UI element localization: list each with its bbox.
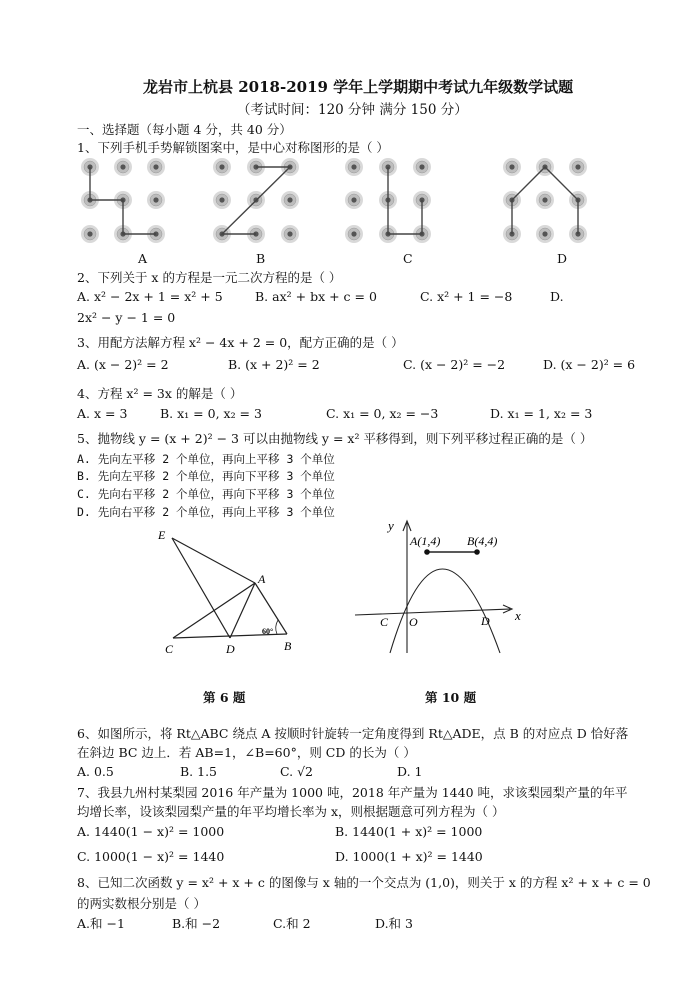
q7-option-c: C. 1000(1 − x)² = 1440: [77, 849, 225, 864]
question-3: 3、用配方法解方程 x² − 4x + 2 = 0，配方正确的是（ ）: [77, 335, 404, 350]
question-1: 1、下列手机手势解锁图案中，是中心对称图形的是（ ）: [77, 140, 389, 155]
question-4: 4、方程 x² = 3x 的解是（ ）: [77, 386, 243, 401]
point-a-label: A(1,4): [410, 534, 441, 548]
angle-label: 60°: [262, 627, 274, 636]
point-c: C: [165, 642, 174, 656]
q6-option-c: C. √2: [280, 764, 313, 779]
pattern-a: [81, 158, 165, 243]
q4-option-b: B. x₁ = 0, x₂ = 3: [160, 406, 262, 421]
q6-option-a: A. 0.5: [77, 764, 114, 779]
question-7-line-2: 均增长率，设该梨园梨产量的年平均增长率为 x，则根据题意可列方程为（ ）: [77, 804, 505, 819]
q5-option-c: C. 先向右平移 2 个单位，再向下平移 3 个单位: [77, 487, 335, 501]
q4-option-c: C. x₁ = 0, x₂ = −3: [326, 406, 439, 421]
pattern-label-b: B: [256, 251, 266, 266]
q8-option-a: A.和 −1: [77, 916, 125, 931]
figure-6-triangle: [150, 525, 310, 660]
point-e: E: [158, 528, 166, 542]
section-heading: 一、选择题（每小题 4 分，共 40 分）: [77, 122, 292, 137]
question-5: 5、抛物线 y = (x + 2)² − 3 可以由抛物线 y = x² 平移得到，则下列平移过程正确的是（ ）: [77, 431, 593, 446]
exam-info: （考试时间：120 分钟 满分 150 分）: [237, 102, 468, 118]
question-8-line-1: 8、已知二次函数 y = x² + x + c 的图像与 x 轴的一个交点为 (1,0)，则关于 x 的方程 x² + x + c = 0: [77, 875, 651, 890]
q7-option-d: D. 1000(1 + x)² = 1440: [335, 849, 483, 864]
q2-option-a: A. x² − 2x + 1 = x² + 5: [77, 289, 223, 304]
q3-option-c: C. (x − 2)² = −2: [403, 357, 506, 372]
question-6-line-2: 在斜边 BC 边上．若 AB=1，∠B=60°，则 CD 的长为（ ）: [77, 745, 416, 760]
pattern-label-c: C: [403, 251, 413, 266]
point-b: B: [284, 639, 292, 653]
question-7-line-1: 7、我县九州村某梨园 2016 年产量为 1000 吨，2018 年产量为 1440 吨，求该梨园梨产量的年平: [77, 785, 628, 800]
q4-option-a: A. x = 3: [77, 406, 128, 421]
pattern-b: [213, 158, 299, 243]
point-d-label: D: [481, 614, 490, 628]
unlock-patterns-figure: [70, 150, 630, 265]
q3-option-d: D. (x − 2)² = 6: [543, 357, 636, 372]
question-2: 2、下列关于 x 的方程是一元二次方程的是（ ）: [77, 270, 342, 285]
q8-option-c: C.和 2: [273, 916, 311, 931]
q8-option-d: D.和 3: [375, 916, 413, 931]
q2-option-d-label: D.: [550, 289, 564, 304]
q3-option-a: A. (x − 2)² = 2: [77, 357, 169, 372]
q7-option-b: B. 1440(1 + x)² = 1000: [335, 824, 483, 839]
figure-10-caption: 第 10 题: [425, 690, 477, 705]
q5-option-b: B. 先向左平移 2 个单位，再向下平移 3 个单位: [77, 469, 335, 483]
figure-10-parabola: [350, 515, 530, 665]
pattern-label-a: A: [138, 251, 148, 266]
point-a: A: [258, 572, 266, 586]
q6-option-d: D. 1: [397, 764, 423, 779]
page-title: 龙岩市上杭县 2018-2019 学年上学期期中考试九年级数学试题: [143, 78, 574, 96]
x-axis-label: x: [515, 608, 521, 623]
q5-option-a: A. 先向左平移 2 个单位，再向上平移 3 个单位: [77, 452, 335, 466]
y-axis-label: y: [388, 518, 394, 533]
question-8-line-2: 的两实数根分别是（ ）: [77, 896, 206, 911]
q7-option-a: A. 1440(1 − x)² = 1000: [77, 824, 225, 839]
q2-option-b: B. ax² + bx + c = 0: [255, 289, 377, 304]
pattern-d: [503, 158, 587, 243]
pattern-label-d: D: [557, 251, 568, 266]
point-d: D: [226, 642, 235, 656]
q3-option-b: B. (x + 2)² = 2: [228, 357, 320, 372]
q4-option-d: D. x₁ = 1, x₂ = 3: [490, 406, 593, 421]
q6-option-b: B. 1.5: [180, 764, 218, 779]
q8-option-b: B.和 −2: [172, 916, 221, 931]
q2-option-c: C. x² + 1 = −8: [420, 289, 513, 304]
figure-6-caption: 第 6 题: [203, 690, 246, 705]
origin-label: O: [409, 615, 418, 629]
pattern-c: [345, 158, 431, 243]
question-6-line-1: 6、如图所示，将 Rt△ABC 绕点 A 按顺时针旋转一定角度得到 Rt△ADE，点 B 的对应点 D 恰好落: [77, 726, 629, 741]
q5-option-d: D. 先向右平移 2 个单位，再向上平移 3 个单位: [77, 505, 335, 519]
point-c-label: C: [380, 615, 389, 629]
q2-option-d: 2x² − y − 1 = 0: [77, 310, 176, 325]
point-b-label: B(4,4): [467, 534, 498, 548]
